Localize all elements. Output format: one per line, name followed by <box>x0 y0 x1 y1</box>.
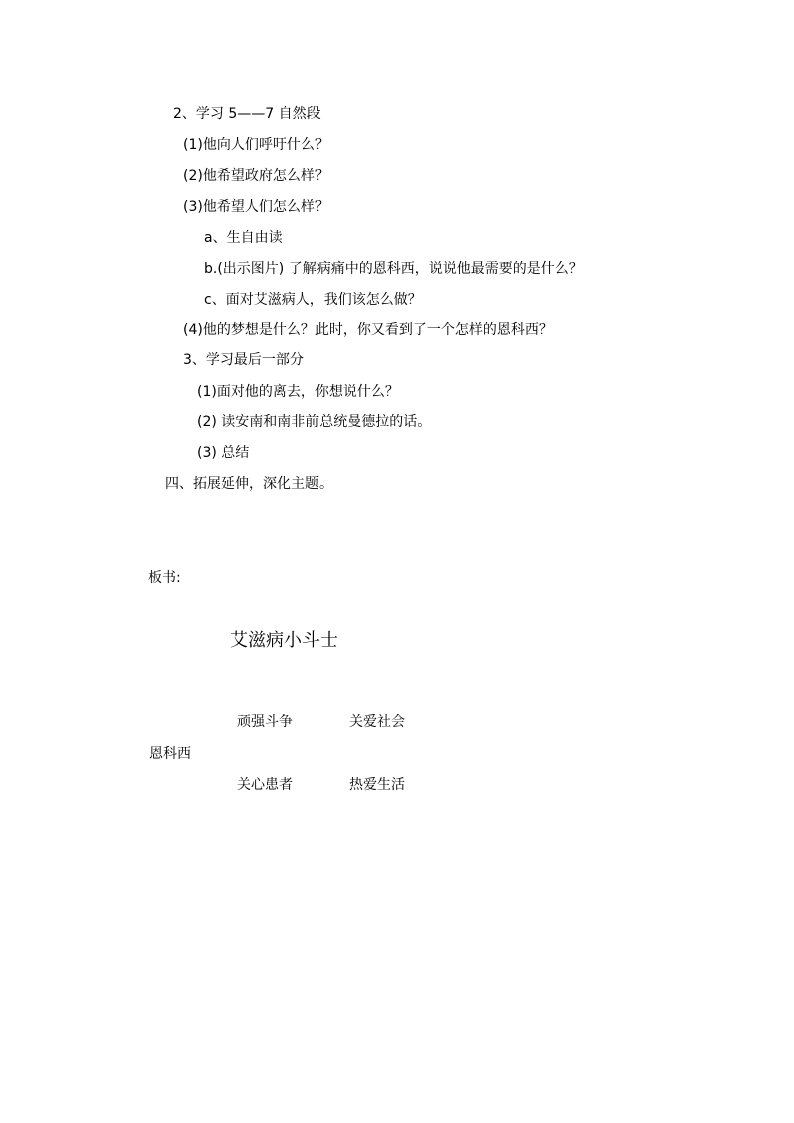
section2-sub-b: b.(出示图片) 了解病痛中的恩科西，说说他最需要的是什么？ <box>204 261 583 277</box>
section2-sub-c: c、面对艾滋病人，我们该怎么做？ <box>204 292 422 308</box>
board-name: 恩科西 <box>149 746 191 762</box>
section2-heading: 2、学习 5——7 自然段 <box>173 106 321 122</box>
section3-question-1: (1)面对他的离去，你想说什么？ <box>197 384 399 400</box>
section3-heading: 3、学习最后一部分 <box>183 352 304 368</box>
section2-question-2: (2)他希望政府怎么样？ <box>183 168 329 184</box>
section2-question-1: (1)他向人们呼吁什么？ <box>183 137 329 153</box>
section3-question-2: (2) 读安南和南非前总统曼德拉的话。 <box>197 414 432 430</box>
section3-question-3: (3) 总结 <box>197 445 250 461</box>
board-item-top-right: 关爱社会 <box>349 714 405 730</box>
board-label: 板书: <box>148 570 181 586</box>
section2-question-4: (4)他的梦想是什么？此时，你又看到了一个怎样的恩科西？ <box>183 322 553 338</box>
section2-question-3: (3)他希望人们怎么样？ <box>183 199 329 215</box>
section4-heading: 四、拓展延伸，深化主题。 <box>165 476 333 492</box>
section2-sub-a: a、生自由读 <box>204 230 283 246</box>
board-item-bottom-left: 关心患者 <box>237 777 293 793</box>
board-item-bottom-right: 热爱生活 <box>349 777 405 793</box>
board-item-top-left: 顽强斗争 <box>237 714 293 730</box>
board-title: 艾滋病小斗士 <box>230 630 338 651</box>
